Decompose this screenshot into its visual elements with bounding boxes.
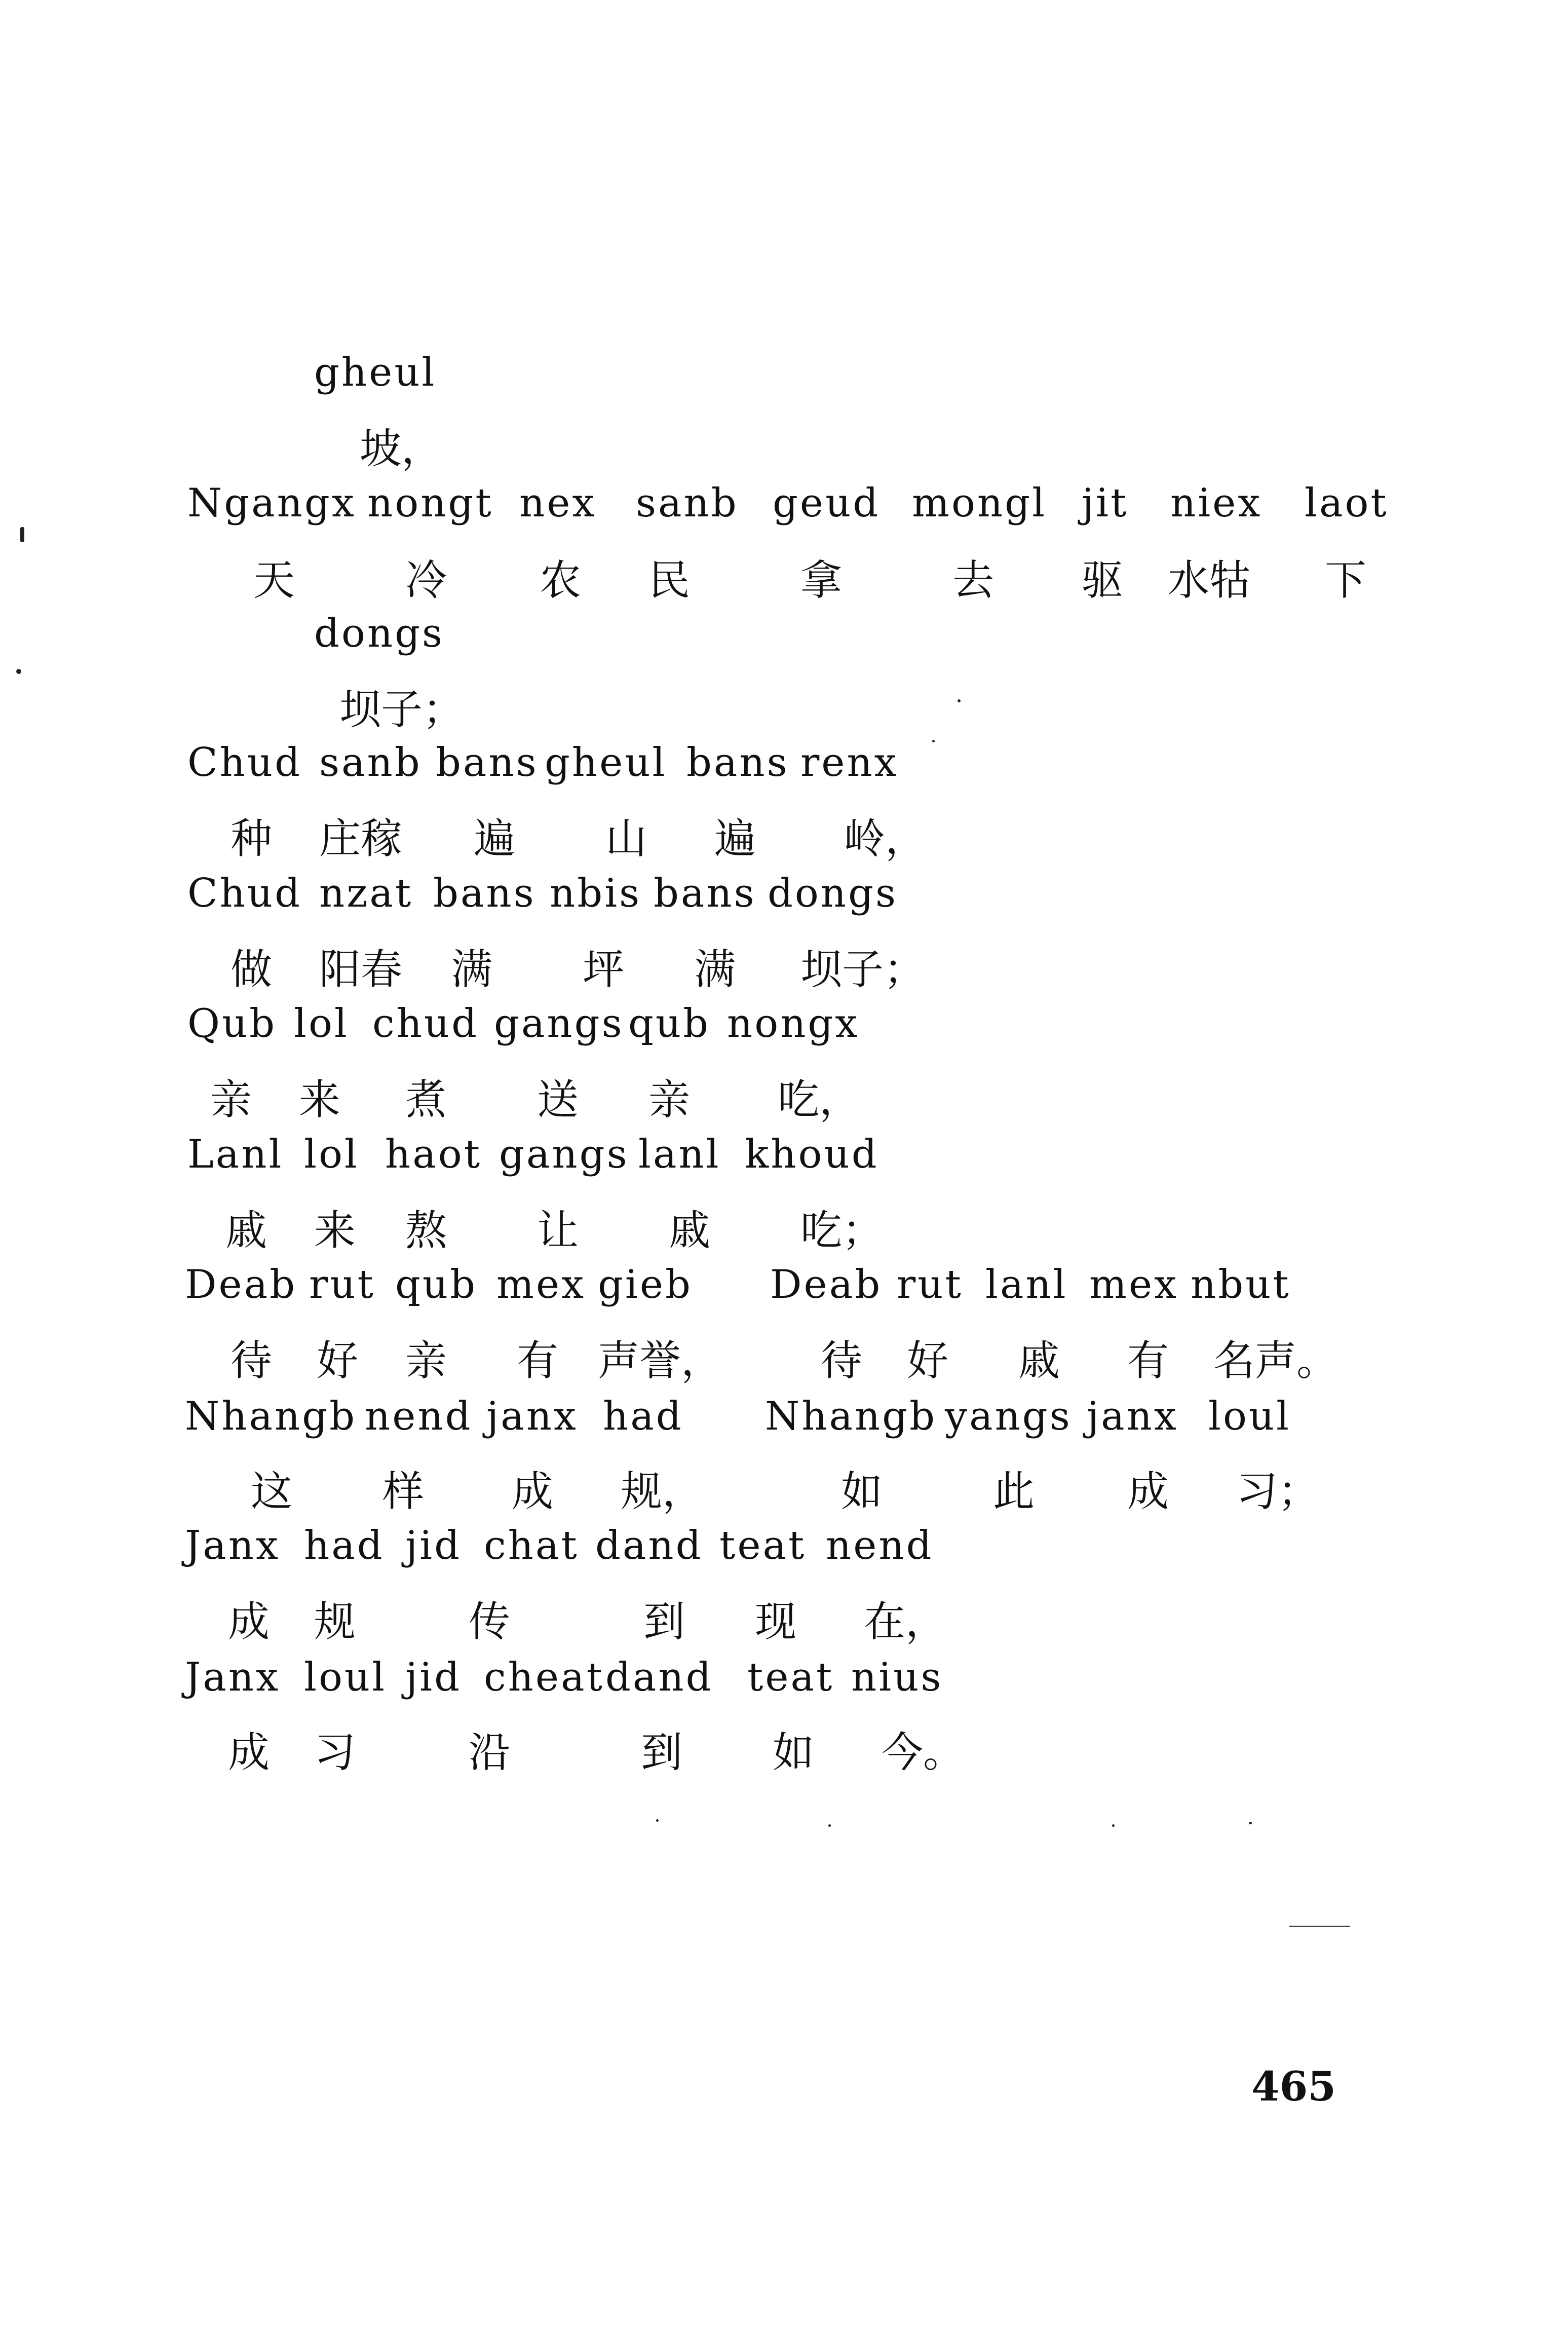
word: 亲: [648, 1076, 691, 1124]
word: teat: [747, 1655, 834, 1700]
word: 来: [314, 1207, 356, 1255]
word: 戚: [1018, 1337, 1060, 1385]
word: 亲: [210, 1076, 252, 1124]
word: 好: [907, 1337, 949, 1385]
scan-speck: [20, 527, 24, 542]
word: 遍: [714, 815, 756, 863]
word: 做: [231, 946, 273, 994]
word: 此: [993, 1468, 1035, 1516]
word: Deab: [770, 1262, 883, 1307]
scan-speck: [1112, 1824, 1115, 1827]
word: dand: [605, 1655, 713, 1700]
word: 民: [648, 556, 691, 605]
word: lol: [294, 1001, 349, 1046]
word: 习；: [1236, 1468, 1320, 1516]
scan-speck: [16, 669, 21, 674]
word: dongs: [314, 611, 445, 656]
word: 这: [251, 1468, 293, 1516]
page-number: 465: [1251, 2062, 1336, 2110]
word: haot: [385, 1132, 482, 1177]
word: janx: [486, 1394, 578, 1439]
word: 坝子；: [339, 686, 465, 734]
word: jit: [1082, 480, 1129, 526]
word: 遍: [474, 815, 516, 863]
word: qub: [395, 1262, 478, 1307]
word: 传: [469, 1598, 511, 1646]
word: mex: [496, 1262, 586, 1307]
word: 冷: [405, 556, 447, 605]
word: 庄稼: [319, 815, 403, 863]
word: had: [304, 1523, 385, 1568]
word: lanl: [985, 1262, 1068, 1307]
word: 拿: [800, 556, 843, 605]
word: 满: [694, 946, 736, 994]
word: Chud: [187, 871, 302, 916]
word: rut: [309, 1262, 375, 1307]
word: jid: [405, 1655, 462, 1700]
word: 戚: [669, 1207, 711, 1255]
scan-speck: [828, 1824, 831, 1827]
word: Chud: [187, 740, 302, 785]
word: 成: [228, 1598, 270, 1646]
word: Ngangx: [187, 480, 356, 526]
word: 天: [253, 556, 295, 605]
word: nongx: [727, 1001, 860, 1046]
word: 水牯: [1168, 556, 1251, 605]
word: 沿: [469, 1729, 511, 1777]
word: 阳春: [319, 946, 403, 994]
word: 去: [952, 556, 995, 605]
word: 煮: [405, 1076, 447, 1124]
word: janx: [1087, 1394, 1178, 1439]
word: renx: [800, 740, 899, 785]
word: 如: [773, 1729, 815, 1777]
word: mex: [1089, 1262, 1179, 1307]
word: 送: [537, 1076, 579, 1124]
word: 吃；: [800, 1207, 884, 1255]
word: lanl: [638, 1132, 721, 1177]
word: cheat: [484, 1655, 604, 1700]
word: nongt: [367, 480, 493, 526]
word: 到: [641, 1729, 683, 1777]
word: teat: [719, 1523, 807, 1568]
word: khoud: [745, 1132, 879, 1177]
word: 山: [605, 815, 647, 863]
word: nend: [826, 1523, 934, 1568]
word: bans: [436, 740, 539, 785]
word: 在，: [864, 1598, 947, 1646]
word: 到: [643, 1598, 685, 1646]
word: mongl: [912, 480, 1047, 526]
word: 满: [451, 946, 493, 994]
word: lol: [304, 1132, 359, 1177]
word: 有: [1127, 1337, 1169, 1385]
word: 农: [540, 556, 582, 605]
word: 下: [1325, 556, 1367, 605]
word: 好: [317, 1337, 359, 1385]
word: dand: [595, 1523, 703, 1568]
word: 坪: [583, 946, 625, 994]
word: 现: [755, 1598, 797, 1646]
word: rut: [897, 1262, 963, 1307]
word: 成: [512, 1468, 554, 1516]
word: nzat: [319, 871, 413, 916]
word: 名声。: [1213, 1337, 1338, 1385]
word: 习: [314, 1729, 356, 1777]
word: 种: [231, 815, 273, 863]
word: 吃，: [778, 1076, 861, 1124]
word: bans: [654, 871, 756, 916]
word: 岭，: [844, 815, 927, 863]
word: had: [603, 1394, 683, 1439]
word: loul: [304, 1655, 387, 1700]
word: dongs: [768, 871, 898, 916]
word: 有: [517, 1337, 559, 1385]
word: Lanl: [187, 1132, 284, 1177]
word: gangs: [494, 1001, 624, 1046]
word: 成: [228, 1729, 270, 1777]
scan-mark: [1289, 1926, 1350, 1927]
word: 待: [821, 1337, 863, 1385]
word: 成: [1127, 1468, 1169, 1516]
word: nbut: [1191, 1262, 1291, 1307]
word: yangs: [945, 1394, 1072, 1439]
word: 亲: [405, 1337, 447, 1385]
word: 如: [841, 1468, 883, 1516]
word: qub: [628, 1001, 711, 1046]
word: 规，: [621, 1468, 704, 1516]
word: nex: [519, 480, 597, 526]
word: Nhangb: [185, 1394, 357, 1439]
word: gheul: [545, 740, 667, 785]
scan-speck: [932, 740, 935, 742]
word: nbis: [550, 871, 642, 916]
word: 让: [537, 1207, 579, 1255]
word: Janx: [185, 1523, 280, 1568]
word: 坡，: [360, 425, 443, 473]
word: gangs: [499, 1132, 629, 1177]
word: sanb: [319, 740, 422, 785]
word: Deab: [185, 1262, 297, 1307]
word: laot: [1305, 480, 1389, 526]
scan-speck: [1249, 1822, 1252, 1824]
word: chat: [484, 1523, 579, 1568]
word: nius: [851, 1655, 943, 1700]
word: 今。: [882, 1729, 965, 1777]
word: 声誉，: [598, 1337, 723, 1385]
word: sanb: [636, 480, 739, 526]
word: loul: [1208, 1394, 1291, 1439]
word: niex: [1170, 480, 1263, 526]
word: gheul: [314, 350, 437, 395]
word: chud: [372, 1001, 479, 1046]
word: 样: [383, 1468, 425, 1516]
word: 待: [231, 1337, 273, 1385]
scan-speck: [958, 699, 961, 702]
word: 规: [314, 1598, 356, 1646]
word: geud: [773, 480, 881, 526]
word: 戚: [225, 1207, 267, 1255]
word: nend: [365, 1394, 473, 1439]
scan-speck: [656, 1819, 659, 1822]
word: bans: [433, 871, 536, 916]
word: bans: [686, 740, 789, 785]
word: 熬: [405, 1207, 447, 1255]
word: 坝子；: [800, 946, 926, 994]
word: 驱: [1082, 556, 1124, 605]
word: gieb: [598, 1262, 693, 1307]
word: jid: [405, 1523, 462, 1568]
word: Nhangb: [765, 1394, 937, 1439]
word: 来: [299, 1076, 341, 1124]
word: Janx: [185, 1655, 280, 1700]
word: Qub: [187, 1001, 277, 1046]
